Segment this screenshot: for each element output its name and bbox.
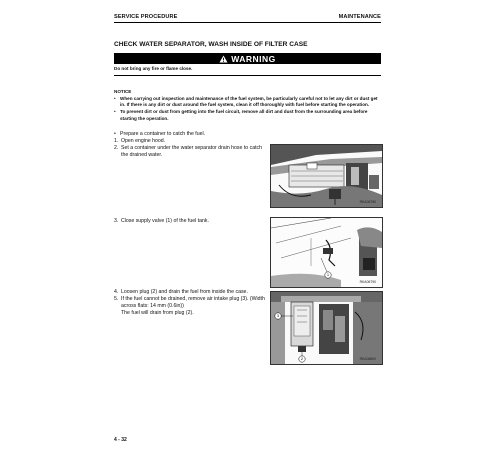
engine-bay-illustration [271,145,382,207]
prep-item [114,131,264,138]
notice-item-text: To prevent dirt or dust from getting into the fuel circuit, remove all dirt and dust from the surrounding area before starting the operation. [120,109,368,121]
bullet-glyph: • [114,96,116,101]
step-text: Set a container under the water separator drain hose to catch the drained water. [121,145,263,158]
page-number: 4 - 32 [114,437,127,443]
procedure-block-1 [114,131,264,159]
procedure-block-2 [114,218,264,225]
warning-triangle-icon [219,55,228,63]
procedure-block-3 [114,289,266,317]
bullet-glyph: • [114,109,116,115]
notice-item-text: When carrying out inspection and maintenance of the fuel system, be particularly careful not to let any dirt or dust get in. If there is any dirt or dust around the fuel system, clean it off thoroughly with fuel before starting the operation. [120,96,378,108]
step-number: 2. [114,145,119,151]
prep-text: Prepare a container to catch the fuel. [120,131,206,137]
figure-water-separator [270,144,383,208]
step-number: 1. [114,138,119,144]
step-5-note: The fuel will drain from plug (2). [121,310,194,316]
figure-code: RKA06790 [359,280,376,284]
warning-rule [114,75,381,76]
step-text: Close supply valve (1) of the fuel tank. [121,218,209,224]
water-separator-closeup-illustration [271,292,382,364]
notice-item [114,109,381,121]
warning-banner [114,53,381,64]
notice-list [114,96,381,122]
step-number: 3. [114,218,119,224]
figure-supply-valve [270,217,383,288]
notice-item [114,96,381,108]
step-item [114,289,266,296]
header-section-label: SERVICE PROCEDURE [114,14,178,20]
warning-label: WARNING [231,53,276,64]
notice-title: NOTICE [114,89,132,94]
bullet-glyph: • [114,131,116,137]
callout-3: 3 [276,313,280,318]
step-text: Loosen plug (2) and drain the fuel from inside the case. [121,289,248,295]
figure-drain-plug [270,291,383,365]
step-number: 4. [114,289,119,295]
step-number: 5. [114,296,119,302]
callout-2: 2 [300,356,304,361]
header-chapter-label: MAINTENANCE [338,14,381,20]
figure-code: RKA06780 [359,200,376,204]
warning-text: Do not bring any fire or flame close. [114,66,193,71]
step-text: If the fuel cannot be drained, remove air intake plug (3). (Width across flats: 14 mm (0.6in)) [121,296,265,309]
step-item [114,145,264,159]
step-item [114,218,264,225]
step-item [114,138,264,145]
step-item [114,296,266,310]
step-text: Open engine hood. [121,138,166,144]
header-rule [114,22,381,23]
section-title: CHECK WATER SEPARATOR, WASH INSIDE OF FILTER CASE [114,41,308,48]
figure-code: RKA06800 [359,357,376,361]
callout-1: 1 [326,272,330,277]
